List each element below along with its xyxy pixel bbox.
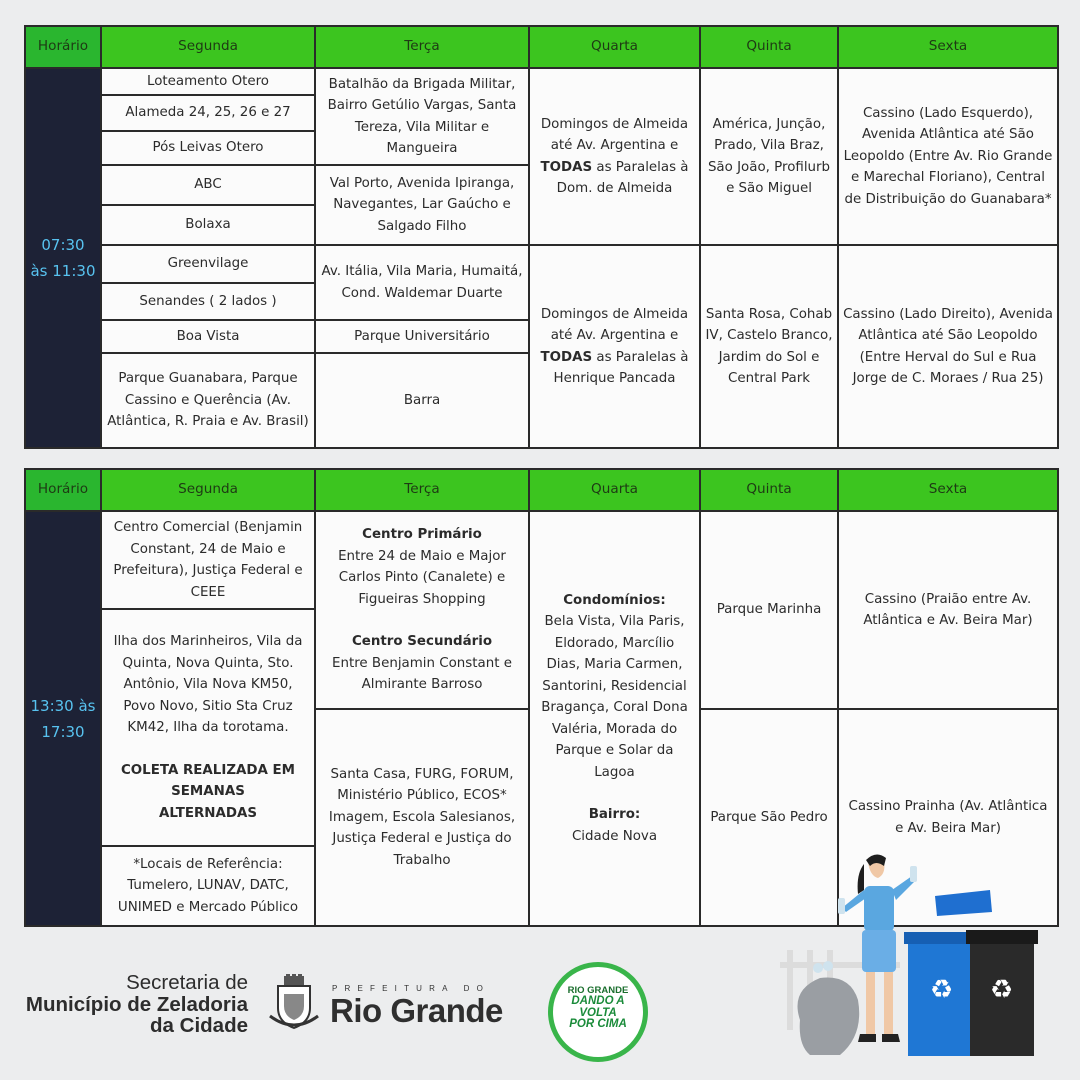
terca-text: Entre Benjamin Constant e Almirante Barroso [332,655,512,693]
prefeitura-name: Rio Grande [330,992,503,1029]
badge-line: VOLTA [579,1006,617,1019]
segunda-cell: ABC [101,165,315,205]
morning-schedule-table [24,25,1059,449]
svg-text:♻: ♻ [930,975,954,1005]
quarta-cell [529,511,700,926]
header-horario: Horário [25,469,101,511]
terca-subtitle: Centro Primário [362,527,482,543]
segunda-cell: Bolaxa [101,205,315,245]
quarta-cell: Domingos de Almeida até Av. Argentina e TODAS as Paralelas à Dom. de Almeida [529,68,700,245]
sexta-cell: Cassino (Lado Esquerdo), Avenida Atlântica até São Leopoldo (Entre Av. Rio Grande e Marechal Floriano), Central de Distribuição do Guanabara* [838,68,1058,245]
quinta-cell: Parque São Pedro [700,709,838,926]
terca-cell: Parque Universitário [315,320,529,353]
time-start: 13:30 às [30,696,96,715]
quarta-subtitle: Condomínios: [563,592,666,608]
quarta-subtitle: Bairro: [588,807,641,823]
afternoon-time [25,511,101,926]
terca-cell: Val Porto, Avenida Ipiranga, Navegantes, Lar Gaúcho e Salgado Filho [315,165,529,245]
header-terca: Terça [315,26,529,68]
header-quarta: Quarta [529,26,700,68]
quinta-cell: Parque Marinha [700,511,838,709]
time-end: 17:30 [41,722,85,741]
recycling-illustration [780,850,1060,1062]
sexta-cell: Cassino (Lado Direito), Avenida Atlântica até São Leopoldo (Entre Herval do Sul e Rua Jorge de C. Moraes / Rua 25) [838,245,1058,448]
header-sexta: Sexta [838,469,1058,511]
city-crest-icon [266,974,322,1032]
segunda-cell [101,846,315,926]
prefeitura-label: PREFEITURA DO [332,984,491,993]
header-terca: Terça [315,469,529,511]
segunda-text: Tumelero, LUNAV, DATC, UNIMED e Mercado Público [117,878,299,915]
segunda-cell: Alameda 24, 25, 26 e 27 [101,95,315,131]
segunda-cell: Loteamento Otero [101,68,315,95]
header-quinta: Quinta [700,26,838,68]
segunda-cell [101,609,315,846]
header-horario: Horário [25,26,101,68]
segunda-subtitle: *Locais de Referência: [133,856,283,872]
segunda-note: COLETA REALIZADA EM SEMANAS ALTERNADAS [120,762,296,821]
quarta-list: Bela Vista, Vila Paris, Eldorado, Marcílio Dias, Maria Carmen, Santorini, Residencial Bragança, Coral Dona Valéria, Morada do Parque e Solar da Lagoa [541,614,688,780]
segunda-cell: Senandes ( 2 lados ) [101,283,315,320]
header-quarta: Quarta [529,469,700,511]
quinta-cell: América, Junção, Prado, Vila Braz, São João, Profilurb e São Miguel [700,68,838,245]
header-row [25,26,1058,68]
segunda-cell: Boa Vista [101,320,315,353]
badge-top: RIO GRANDE [567,985,629,996]
black-recycling-bin-icon [966,930,1038,1056]
terca-cell: Av. Itália, Vila Maria, Humaitá, Cond. Waldemar Duarte [315,245,529,320]
campaign-badge [548,962,648,1062]
morning-time [25,68,101,448]
segunda-cell: Parque Guanabara, Parque Cassino e Querência (Av. Atlântica, R. Praia e Av. Brasil) [101,353,315,448]
sexta-cell: Cassino (Praião entre Av. Atlântica e Av. Beira Mar) [838,511,1058,709]
terca-subtitle: Centro Secundário [351,634,493,650]
badge-line: POR CIMA [569,1018,627,1030]
terca-cell: Santa Casa, FURG, FORUM, Ministério Público, ECOS* Imagem, Escola Salesianos, Justiça Federal e Justiça do Trabalho [315,709,529,926]
segunda-cell: Centro Comercial (Benjamin Constant, 24 de Maio e Prefeitura), Justiça Federal e CEEE [101,511,315,609]
terca-cell [315,511,529,709]
terca-cell: Batalhão da Brigada Militar, Bairro Getúlio Vargas, Santa Tereza, Vila Militar e Mangueira [315,68,529,165]
quarta-bairro: Cidade Nova [571,828,658,844]
sexta-cell: Cassino Prainha (Av. Atlântica e Av. Beira Mar) [838,709,1058,926]
secretaria-logo [22,972,248,1037]
quarta-cell: Domingos de Almeida até Av. Argentina e TODAS as Paralelas à Henrique Pancada [529,245,700,448]
header-quinta: Quinta [700,469,838,511]
time-end: às 11:30 [30,262,96,280]
time-start: 07:30 [41,236,85,254]
segunda-cell: Greenvilage [101,245,315,283]
badge-line: DANDO A [571,995,625,1007]
header-row [25,469,1058,511]
terca-cell: Barra [315,353,529,448]
terca-text: Entre 24 de Maio e Major Carlos Pinto (Canalete) e Figueiras Shopping [338,548,506,607]
secretaria-line: da Cidade [150,1014,248,1037]
segunda-cell: Pós Leivas Otero [101,131,315,165]
quinta-cell: Santa Rosa, Cohab IV, Castelo Branco, Jardim do Sol e Central Park [700,245,838,448]
header-sexta: Sexta [838,26,1058,68]
header-segunda: Segunda [101,469,315,511]
segunda-text: Ilha dos Marinheiros, Vila da Quinta, Nova Quinta, Sto. Antônio, Vila Nova KM50, Povo Novo, Sitio Sta Cruz KM42, Ilha da torotama. [113,634,303,735]
secretaria-line: Secretaria de [126,971,248,994]
header-segunda: Segunda [101,26,315,68]
secretaria-line: Município de Zeladoria [25,992,248,1016]
svg-text:♻: ♻ [990,975,1014,1005]
